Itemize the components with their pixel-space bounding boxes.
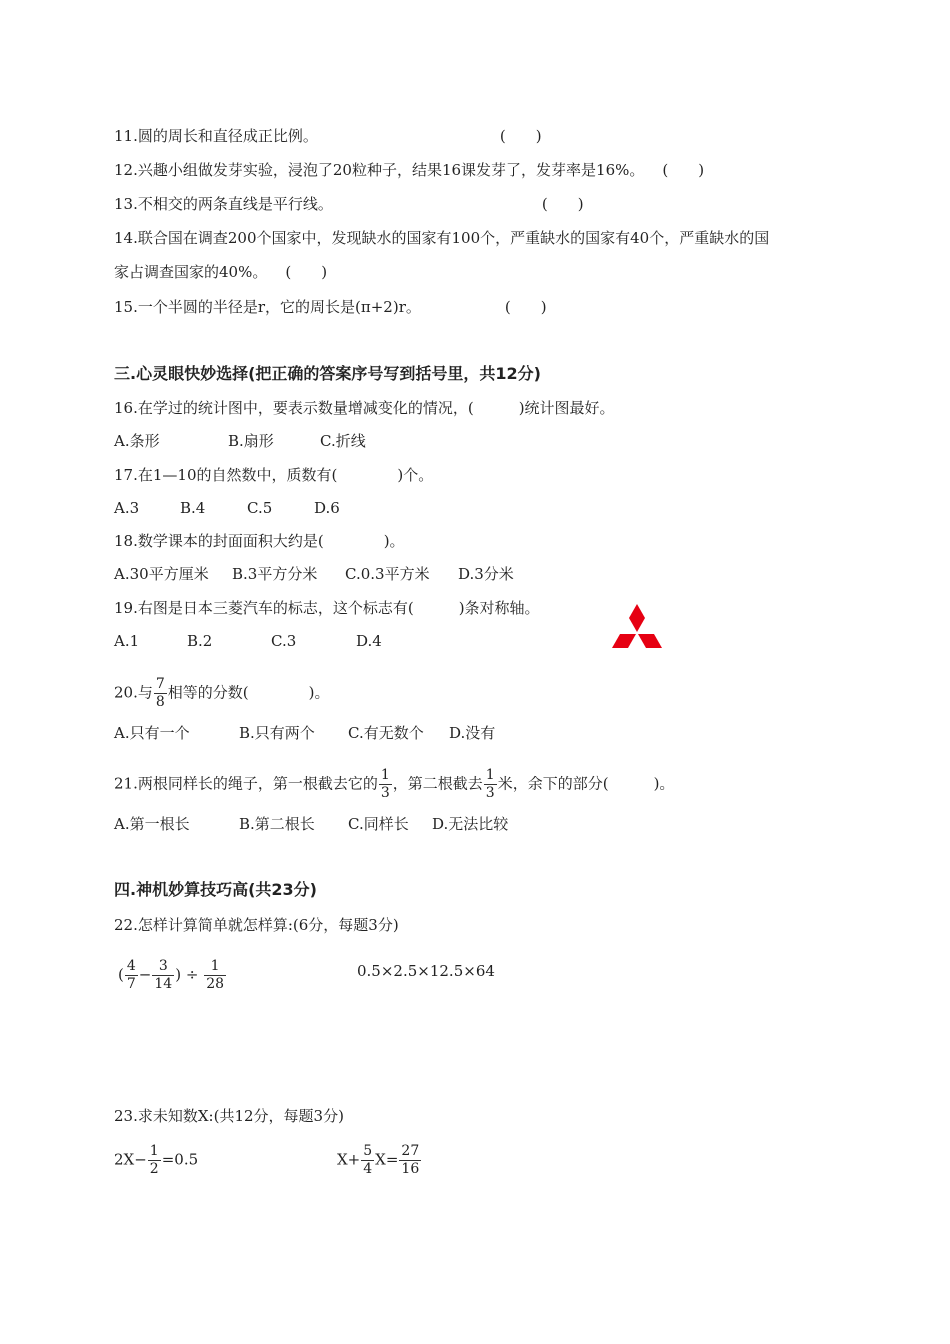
question-13: 13.不相交的两条直线是平行线。 ( ) (114, 195, 584, 213)
option-d[interactable]: D.3分米 (458, 565, 514, 583)
option-c[interactable]: C.5 (247, 499, 273, 517)
option-d[interactable]: D.没有 (449, 724, 496, 742)
logo-diamond-right (638, 634, 662, 648)
option-d[interactable]: D.6 (314, 499, 340, 517)
logo-diamond-left (612, 634, 636, 648)
question-18-options (114, 564, 514, 584)
option-a[interactable]: A.3 (114, 499, 140, 517)
section-4-title: 四.神机妙算技巧高(共23分) (114, 880, 317, 899)
question-19: 19.右图是日本三菱汽车的标志，这个标志有( )条对称轴。 (114, 599, 540, 617)
question-17-options (114, 498, 340, 518)
answer-blank-14[interactable]: ( ) (285, 263, 328, 281)
fraction-1-3-b: $\frac{1}{3}$ (485, 767, 495, 801)
option-b[interactable]: B.3平方分米 (232, 565, 318, 583)
expression-22-1: ( $\frac{4}{7}$ − $\frac{3}{14}$ ) ÷ $\frac{1}{28}$ (118, 958, 225, 992)
question-14-line2: 家占调查国家的40%。 ( ) (114, 263, 328, 281)
option-a[interactable]: A.条形 (114, 432, 160, 450)
option-b[interactable]: B.只有两个 (239, 724, 315, 742)
question-20-options (114, 723, 495, 743)
question-18: 18.数学课本的封面面积大约是( )。 (114, 532, 405, 550)
option-c[interactable]: C.有无数个 (348, 724, 424, 742)
question-17: 17.在1—10的自然数中，质数有( )个。 (114, 466, 434, 484)
option-a[interactable]: A.1 (114, 632, 140, 650)
answer-blank-12[interactable]: ( ) (662, 161, 705, 179)
option-c[interactable]: C.3 (271, 632, 297, 650)
question-19-options (114, 631, 382, 651)
mitsubishi-logo-icon (600, 602, 674, 666)
section-3-title: 三.心灵眼快妙选择(把正确的答案序号写到括号里，共12分) (114, 364, 541, 383)
option-b[interactable]: B.4 (180, 499, 206, 517)
answer-blank-11[interactable]: ( ) (499, 127, 542, 145)
question-20: 20.与 $\frac{7}{8}$ 相等的分数( )。 (114, 676, 330, 710)
equation-23-1: 2X− $\frac{1}{2}$ =0.5 (114, 1143, 199, 1177)
question-11: 11.圆的周长和直径成正比例。 ( ) (114, 127, 542, 145)
question-16: 16.在学过的统计图中，要表示数量增减变化的情况，( )统计图最好。 (114, 399, 615, 417)
question-21: 21.两根同样长的绳子，第一根截去它的 $\frac{1}{3}$ ，第二根截去 $\frac{1}{3}$ 米，余下的部分( )。 (114, 767, 675, 801)
question-14-line1: 14.联合国在调查200个国家中，发现缺水的国家有100个，严重缺水的国家有40个，严重缺水的国 (114, 229, 770, 247)
option-b[interactable]: B.2 (187, 632, 213, 650)
answer-blank-15[interactable]: ( ) (504, 298, 547, 316)
expression-22-2: 0.5×2.5×12.5×64 (357, 962, 495, 980)
question-15: 15.一个半圆的半径是r，它的周长是(π+2)r。 ( ) (114, 298, 547, 316)
question-12: 12.兴趣小组做发芽实验，浸泡了20粒种子，结果16课发芽了，发芽率是16%。 ( ) (114, 161, 705, 179)
fraction-1-3-a: $\frac{1}{3}$ (380, 767, 390, 801)
option-d[interactable]: D.4 (356, 632, 382, 650)
option-b[interactable]: B.第二根长 (239, 815, 315, 833)
option-c[interactable]: C.0.3平方米 (345, 565, 430, 583)
answer-blank-13[interactable]: ( ) (541, 195, 584, 213)
option-d[interactable]: D.无法比较 (432, 815, 509, 833)
option-b[interactable]: B.扇形 (228, 432, 274, 450)
option-a[interactable]: A.只有一个 (114, 724, 190, 742)
option-a[interactable]: A.30平方厘米 (114, 565, 209, 583)
option-a[interactable]: A.第一根长 (114, 815, 190, 833)
question-16-options (114, 431, 366, 451)
logo-diamond-top (629, 604, 645, 632)
equation-23-2: X+ $\frac{5}{4}$ X= $\frac{27}{16}$ (337, 1143, 420, 1177)
fraction-7-8: $\frac{7}{8}$ (155, 676, 165, 710)
question-22: 22.怎样计算简单就怎样算:(6分，每题3分) (114, 916, 399, 934)
option-c[interactable]: C.同样长 (348, 815, 409, 833)
question-21-options (114, 814, 508, 834)
question-23: 23.求未知数X:(共12分，每题3分) (114, 1107, 344, 1125)
option-c[interactable]: C.折线 (320, 432, 366, 450)
